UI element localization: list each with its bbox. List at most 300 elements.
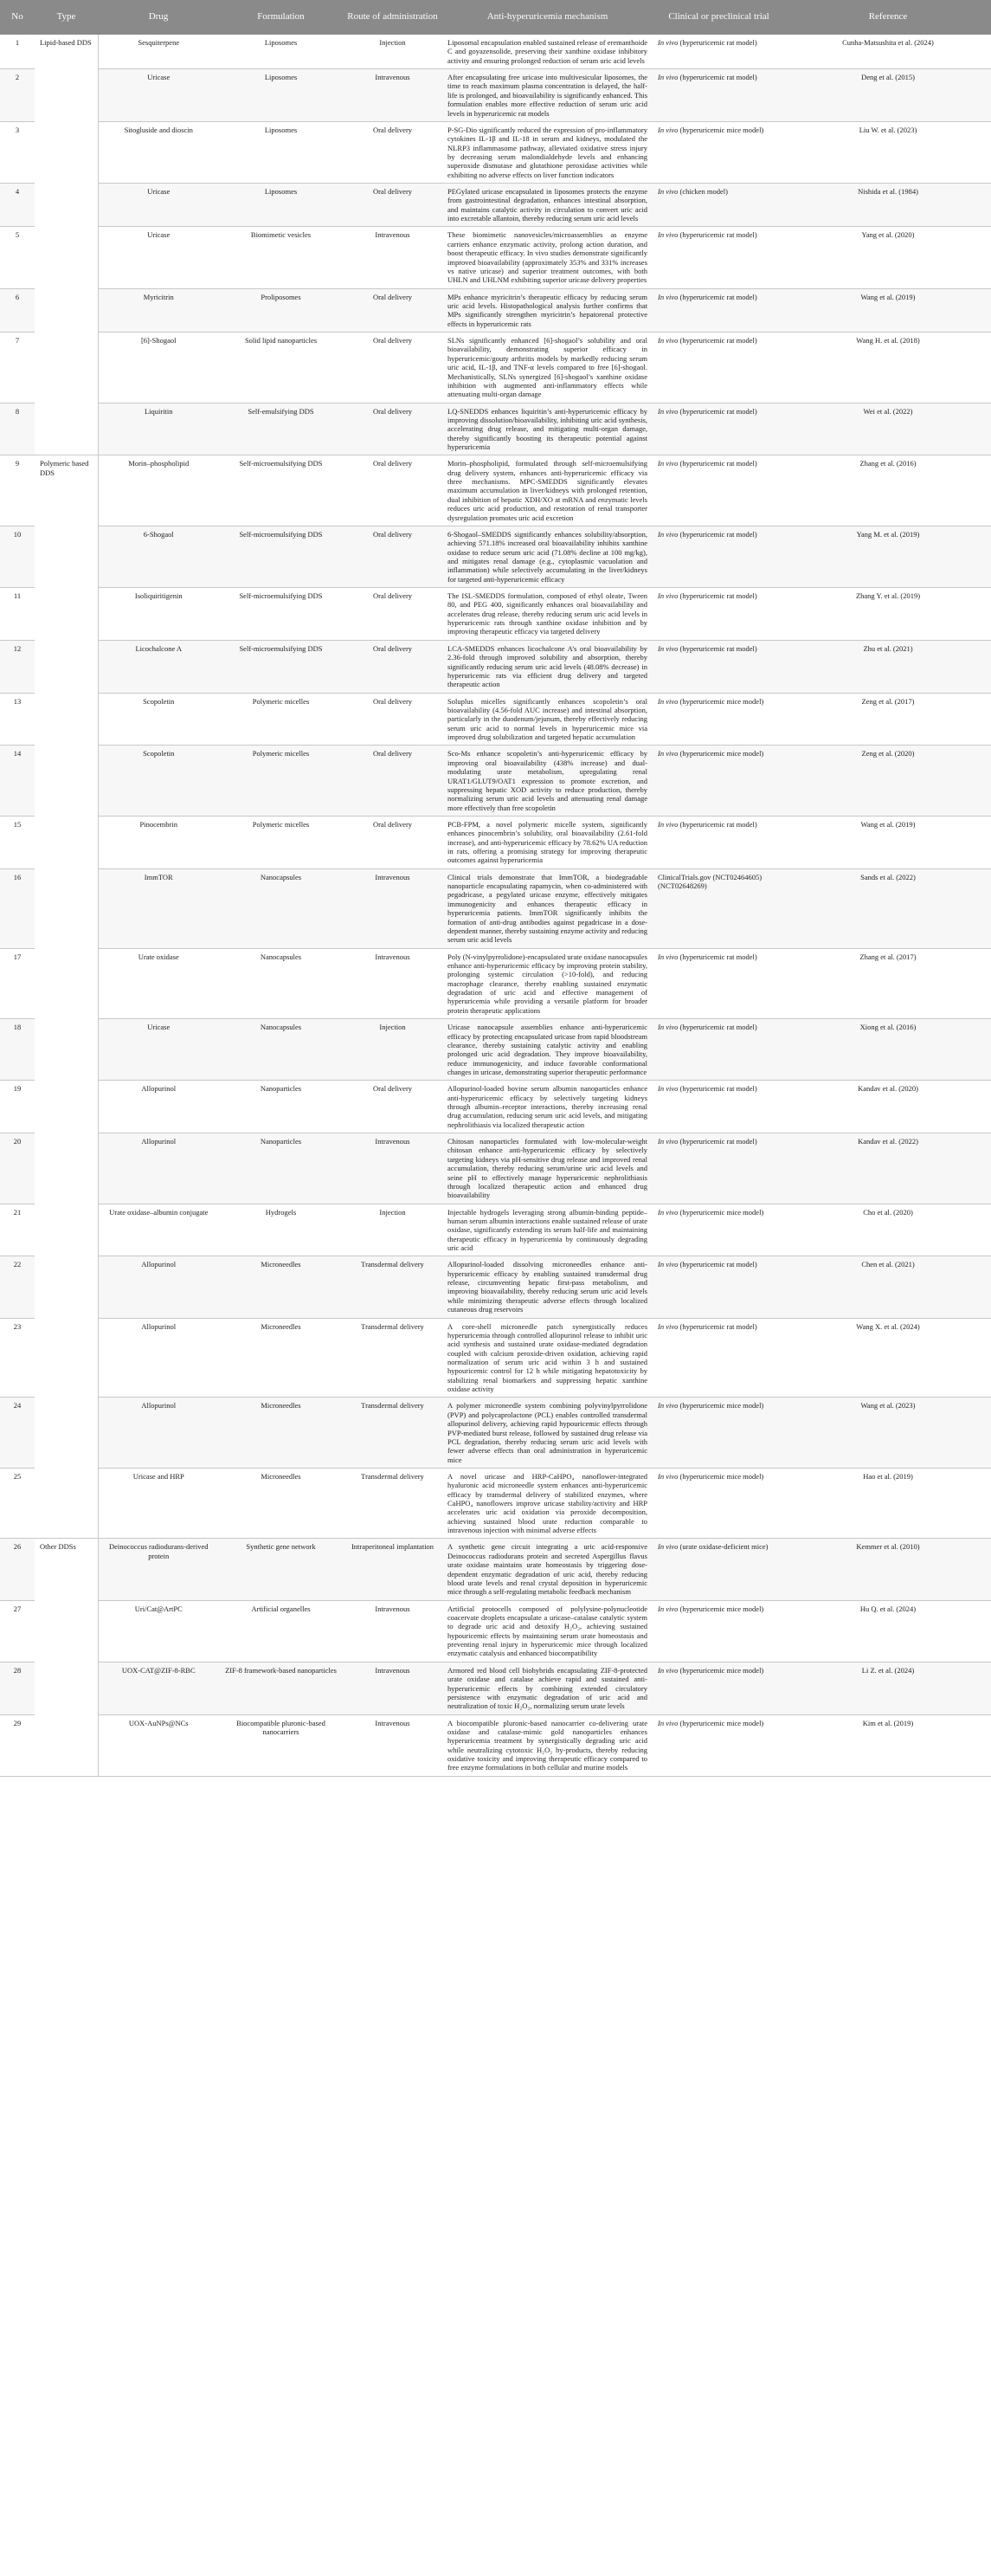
row-mechanism: Liposomal encapsulation enabled sustained release of eremanthoide C and goyazensolide, preserving their xanthine oxidase inhibitory activity and ensuring prolonged reduction of serum uric acid levels bbox=[442, 35, 653, 69]
trial-model: (hyperuricemic rat model) bbox=[678, 73, 757, 82]
row-route: Transdermal delivery bbox=[343, 1318, 442, 1398]
row-number: 8 bbox=[0, 403, 35, 455]
row-mechanism: 6-Shogaol–SMEDDS significantly enhances solubility/absorption, achieving 571.18% increased oral bioavailability inhibits xanthine oxidase to reduce serum uric acid (71.08% decline at 100 mg/kg), and mitigates renal damage (e.g., cytoplasmic vacuolation and inflammation) while selectively accumulating in the liver/kidneys for targeted anti-hyperuricemic efficacy bbox=[442, 526, 653, 587]
row-number: 24 bbox=[0, 1398, 35, 1469]
trial-model: (hyperuricemic rat model) bbox=[678, 38, 757, 47]
row-reference: Wang et al. (2023) bbox=[785, 1398, 991, 1469]
row-drug: [6]-Shogaol bbox=[98, 332, 219, 404]
trial-model: (hyperuricemic rat model) bbox=[678, 292, 757, 301]
row-reference: Deng et al. (2015) bbox=[785, 69, 991, 122]
row-trial bbox=[653, 526, 785, 587]
trial-model: (hyperuricemic rat model) bbox=[678, 1084, 757, 1094]
row-trial bbox=[653, 1019, 785, 1081]
trial-type: In vivo bbox=[658, 696, 679, 706]
row-trial bbox=[653, 1398, 785, 1469]
trial-type: In vivo bbox=[658, 1401, 679, 1411]
row-formulation: Microneedles bbox=[219, 1256, 343, 1318]
trial-model: (hyperuricemic mice model) bbox=[678, 1604, 764, 1613]
trial-type: In vivo bbox=[658, 1718, 679, 1727]
row-number: 7 bbox=[0, 332, 35, 404]
trial-type: In vivo bbox=[658, 591, 679, 601]
row-number: 26 bbox=[0, 1539, 35, 1600]
row-number: 13 bbox=[0, 693, 35, 746]
row-formulation: Self-microemulsifying DDS bbox=[219, 640, 343, 693]
trial-type: In vivo bbox=[658, 1665, 679, 1675]
row-reference: Zhang et al. (2016) bbox=[785, 455, 991, 526]
row-drug: Uricase and HRP bbox=[98, 1468, 219, 1539]
table-header bbox=[0, 0, 991, 35]
row-trial bbox=[653, 948, 785, 1019]
trial-type: In vivo bbox=[658, 749, 679, 759]
row-trial bbox=[653, 184, 785, 227]
row-mechanism: After encapsulating free uricase into multivesicular liposomes, the time to reach maximum plasma concentration is delayed, the half-life is prolonged, and bioavailability is significantly enhanced. This formulation enables more effective reduction of serum uric acid levels in hyperuricemic rat models bbox=[442, 69, 653, 122]
trial-type: In vivo bbox=[658, 1542, 679, 1552]
trial-model: (hyperuricemic rat model) bbox=[678, 643, 757, 653]
table-row bbox=[0, 693, 991, 746]
row-number: 9 bbox=[0, 455, 35, 526]
row-number: 3 bbox=[0, 121, 35, 183]
row-trial bbox=[653, 288, 785, 332]
trial-model: (hyperuricemic rat model) bbox=[678, 819, 757, 829]
header-type: Type bbox=[35, 0, 98, 35]
trial-type: In vivo bbox=[658, 1137, 679, 1146]
header-formulation: Formulation bbox=[219, 0, 343, 35]
table-row bbox=[0, 35, 991, 69]
table-row bbox=[0, 332, 991, 404]
row-route: Intraperitoneal implantation bbox=[343, 1539, 442, 1600]
row-drug: Allopurinol bbox=[98, 1081, 219, 1133]
row-drug: Scopoletin bbox=[98, 693, 219, 746]
row-formulation: Artificial organelles bbox=[219, 1600, 343, 1662]
header-trial: Clinical or preclinical trial bbox=[653, 0, 785, 35]
row-reference: Kim et al. (2019) bbox=[785, 1714, 991, 1776]
row-formulation: Nanoparticles bbox=[219, 1133, 343, 1204]
row-route: Intravenous bbox=[343, 948, 442, 1019]
row-mechanism: A core-shell microneedle patch synergistically reduces hyperuricemia through controlled allopurinol release to inhibit uric acid synthesis and sustained urate oxidase-mediated degradation coupled with calcium peroxide-driven oxidation, achieving rapid normalization of serum uric acid within 3 h and sustained hypouricemic control for 12 h while mitigating hepatotoxicity by stabilizing renal biomarkers and suppressing hepatic xanthine oxidase activity bbox=[442, 1318, 653, 1398]
row-mechanism: PCB-FPM, a novel polymeric micelle system, significantly enhances pinocembrin’s solubility, oral bioavailability (2.61-fold increase), and anti-hyperuricemic efficacy by 78.62% UA reduction in rats, offering a promising strategy for improving therapeutic outcomes against hyperuricemia bbox=[442, 816, 653, 868]
row-reference: Wang et al. (2019) bbox=[785, 816, 991, 868]
row-mechanism: A novel uricase and HRP-CaHPO₄ nanoflower-integrated hyaluronic acid microneedle system enhances anti-hyperuricemic efficacy by transdermal delivery of stabilized enzymes, where CaHPO₄ nanoflowers improve uricase stability/activity and HRP accelerates uric acid oxidation via peroxide decomposition, achieving sustained blood urate reduction comparable to intravenous injection with minimal adverse effects bbox=[442, 1468, 653, 1539]
row-trial bbox=[653, 1714, 785, 1776]
row-trial bbox=[653, 868, 785, 948]
trial-model: (chicken model) bbox=[678, 187, 728, 197]
row-number: 29 bbox=[0, 1714, 35, 1776]
row-route: Oral delivery bbox=[343, 693, 442, 746]
row-drug: Deinococcus radiodurans-derived protein bbox=[98, 1539, 219, 1600]
row-formulation: Polymeric micelles bbox=[219, 693, 343, 746]
row-drug: Uricase bbox=[98, 69, 219, 122]
row-route: Intravenous bbox=[343, 227, 442, 288]
trial-type: In vivo bbox=[658, 406, 679, 416]
row-drug: Uri/Cat@ArtPC bbox=[98, 1600, 219, 1662]
row-trial bbox=[653, 1600, 785, 1662]
row-trial bbox=[653, 640, 785, 693]
row-reference: Nishida et al. (1984) bbox=[785, 184, 991, 227]
row-formulation: Biomimetic vesicles bbox=[219, 227, 343, 288]
row-drug: Licochalcone A bbox=[98, 640, 219, 693]
table-row bbox=[0, 1398, 991, 1469]
trial-type: In vivo bbox=[658, 1471, 679, 1481]
trial-type: In vivo bbox=[658, 1023, 679, 1032]
row-trial bbox=[653, 1081, 785, 1133]
row-drug: Sitogluside and dioscin bbox=[98, 121, 219, 183]
row-route: Oral delivery bbox=[343, 403, 442, 455]
row-formulation: Liposomes bbox=[219, 184, 343, 227]
trial-model: (hyperuricemic rat model) bbox=[678, 529, 757, 539]
row-trial bbox=[653, 693, 785, 746]
table-row bbox=[0, 746, 991, 817]
header-reference: Reference bbox=[785, 0, 991, 35]
row-reference: Kandav et al. (2022) bbox=[785, 1133, 991, 1204]
header-no: No bbox=[0, 0, 35, 35]
row-number: 6 bbox=[0, 288, 35, 332]
row-route: Oral delivery bbox=[343, 640, 442, 693]
row-route: Intravenous bbox=[343, 1662, 442, 1714]
row-reference: Kandav et al. (2020) bbox=[785, 1081, 991, 1133]
trial-type: In vivo bbox=[658, 230, 679, 240]
row-route: Injection bbox=[343, 1204, 442, 1256]
table-body bbox=[0, 35, 991, 1776]
trial-type: In vivo bbox=[658, 125, 679, 134]
row-mechanism: A biocompatible pluronic-based nanocarrier co-delivering urate oxidase and catalase-mimic gold nanoparticles enhances hyperuricemia treatment by synergistically degrading uric acid while neutralizing cytotoxic H₂O₂ by-products, thereby reducing oxidative toxicity and improving therapeutic efficacy compared to free enzyme formulations in both cellular and murine models bbox=[442, 1714, 653, 1776]
row-reference: Kemmer et al. (2010) bbox=[785, 1539, 991, 1600]
row-mechanism: A synthetic gene circuit integrating a uric acid-responsive Deinococcus radiodurans protein and secreted Aspergillus flavus urate oxidase maintains urate homeostasis by triggering dose-dependent enzymatic degradation of uric acid, thereby reducing blood urate levels and renal crystal deposition in hyperuricemic mice through a self-regulating metabolic feedback mechanism bbox=[442, 1539, 653, 1600]
row-trial bbox=[653, 816, 785, 868]
row-trial bbox=[653, 332, 785, 404]
row-reference: Cho et al. (2020) bbox=[785, 1204, 991, 1256]
row-drug: Pinocembrin bbox=[98, 816, 219, 868]
row-mechanism: Soluplus micelles significantly enhances scopoletin’s oral bioavailability (4.56-fold AUC increase) and intestinal absorption, particularly in the duodenum/jejunum, thereby effectively reducing serum uric acid to normal levels in hyperuricemic mice via improved drug solubilization and targeted hepatic accumulation bbox=[442, 693, 653, 746]
trial-type: In vivo bbox=[658, 529, 679, 539]
row-reference: Zhang Y. et al. (2019) bbox=[785, 588, 991, 641]
row-route: Transdermal delivery bbox=[343, 1468, 442, 1539]
row-drug: Uricase bbox=[98, 184, 219, 227]
table-row bbox=[0, 288, 991, 332]
row-trial bbox=[653, 121, 785, 183]
table-row bbox=[0, 640, 991, 693]
row-route: Oral delivery bbox=[343, 1081, 442, 1133]
row-mechanism: Artificial protocells composed of polylysine-polynucleotide coacervate droplets encapsulate a uricase–catalase catalytic system to degrade uric acid and detoxify H₂O₂, achieving sustained hypouricemic effects by maintaining serum urate homeostasis and preventing renal injury in hyperuricemic mice through localized enzymatic catalysis and enhanced biocompatibility bbox=[442, 1600, 653, 1662]
row-reference: Wang et al. (2019) bbox=[785, 288, 991, 332]
row-drug: Morin–phospholipid bbox=[98, 455, 219, 526]
row-number: 12 bbox=[0, 640, 35, 693]
trial-type: In vivo bbox=[658, 187, 679, 197]
row-route: Oral delivery bbox=[343, 121, 442, 183]
row-reference: Zhu et al. (2021) bbox=[785, 640, 991, 693]
row-reference: Hao et al. (2019) bbox=[785, 1468, 991, 1539]
table-row bbox=[0, 1714, 991, 1776]
row-route: Intravenous bbox=[343, 868, 442, 948]
trial-model: (hyperuricemic rat model) bbox=[678, 406, 757, 416]
row-route: Oral delivery bbox=[343, 746, 442, 817]
trial-type: In vivo bbox=[658, 643, 679, 653]
row-route: Transdermal delivery bbox=[343, 1398, 442, 1469]
row-mechanism: SLNs significantly enhanced [6]-shogaol’s solubility and oral bioavailability, demonstrating superior efficacy in hyperuricemic/gouty arthritis models by markedly reducing serum uric acid, IL-1β, and TNF-α levels compared to free [6]-shogaol. Mechanistically, SLNs synergized [6]-shogaol’s xanthine oxidase inhibition with augmented anti-inflammatory effects while attenuating multi-organ damage bbox=[442, 332, 653, 404]
row-reference: Liu W. et al. (2023) bbox=[785, 121, 991, 183]
table-row bbox=[0, 1204, 991, 1256]
row-trial bbox=[653, 35, 785, 69]
row-drug: 6-Shogaol bbox=[98, 526, 219, 587]
trial-type: In vivo bbox=[658, 1084, 679, 1094]
row-formulation: Biocompatible pluronic-based nanocarriers bbox=[219, 1714, 343, 1776]
row-reference: Hu Q. et al. (2024) bbox=[785, 1600, 991, 1662]
row-trial bbox=[653, 455, 785, 526]
row-route: Oral delivery bbox=[343, 184, 442, 227]
row-drug: Uricase bbox=[98, 1019, 219, 1081]
trial-type: In vivo bbox=[658, 73, 679, 82]
row-mechanism: The ISL-SMEDDS formulation, composed of ethyl oleate, Tween 80, and PEG 400, significantly enhances oral bioavailability and accelerates drug release, thereby reducing serum uric acid levels in hyperuricemic rats through xanthine oxidase inhibition and by improving therapeutic efficacy via targeted delivery bbox=[442, 588, 653, 641]
table-row bbox=[0, 948, 991, 1019]
row-drug: Sesquiterpene bbox=[98, 35, 219, 69]
header-mechanism: Anti-hyperuricemia mechanism bbox=[442, 0, 653, 35]
row-number: 15 bbox=[0, 816, 35, 868]
row-number: 17 bbox=[0, 948, 35, 1019]
table-row bbox=[0, 1019, 991, 1081]
row-number: 10 bbox=[0, 526, 35, 587]
dds-type: Polymeric based DDS bbox=[35, 455, 98, 1539]
row-formulation: Microneedles bbox=[219, 1468, 343, 1539]
row-trial bbox=[653, 1256, 785, 1318]
row-mechanism: These biomimetic nanovesicles/microassemblies as enzyme carriers enhance enzymatic activity, prolong action duration, and boost therapeutic efficacy. In vivo studies demonstrate significantly improved bioavailability (approximately 353% and 331% increases vs native uricase) and superior treatment outcomes, with both UHLN and UHLNM exhibiting superior uricase delivery properties bbox=[442, 227, 653, 288]
trial-model: (hyperuricemic rat model) bbox=[678, 1137, 757, 1146]
row-mechanism: Poly (N-vinylpyrrolidone)-encapsulated urate oxidase nanocapsules enhance anti-hyperuricemic efficacy by improving protein stability, prolonging systemic circulation (>10-fold), and reducing macrophage clearance, thereby enabling sustained enzymatic degradation of uric acid and effective management of hyperuricemia while providing a versatile platform for broader protein therapeutic applications bbox=[442, 948, 653, 1019]
row-reference: Wei et al. (2022) bbox=[785, 403, 991, 455]
trial-model: (hyperuricemic rat model) bbox=[678, 1260, 757, 1269]
trial-model: (hyperuricemic mice model) bbox=[678, 1471, 764, 1481]
table-row bbox=[0, 1133, 991, 1204]
trial-model: (hyperuricemic mice model) bbox=[678, 1665, 764, 1675]
trial-type: In vivo bbox=[658, 1260, 679, 1269]
row-route: Transdermal delivery bbox=[343, 1256, 442, 1318]
row-number: 25 bbox=[0, 1468, 35, 1539]
table-row bbox=[0, 1256, 991, 1318]
row-trial bbox=[653, 746, 785, 817]
row-trial bbox=[653, 1539, 785, 1600]
trial-model: (hyperuricemic mice model) bbox=[678, 1207, 764, 1217]
row-formulation: Solid lipid nanoparticles bbox=[219, 332, 343, 404]
row-number: 11 bbox=[0, 588, 35, 641]
table-row bbox=[0, 1081, 991, 1133]
table-row bbox=[0, 1662, 991, 1714]
row-mechanism: PEGylated uricase encapsulated in liposomes protects the enzyme from gastrointestinal degradation, enhances intestinal absorption, and maintains catalytic activity in circulation to convert uric acid into excretable allantoin, thereby reducing serum uric acid levels bbox=[442, 184, 653, 227]
row-mechanism: P-SG-Dio significantly reduced the expression of pro-inflammatory cytokines IL-1β and IL-18 in serum and kidneys, modulated the NLRP3 inflammasome pathway, alleviated oxidative stress injury by decreasing serum malondialdehyde levels and enhancing superoxide dismutase and glutathione peroxidase activities while exhibiting no adverse effects on liver function indicators bbox=[442, 121, 653, 183]
table-row bbox=[0, 588, 991, 641]
trial-model: (hyperuricemic mice model) bbox=[678, 749, 764, 759]
row-formulation: Microneedles bbox=[219, 1318, 343, 1398]
row-formulation: Self-microemulsifying DDS bbox=[219, 455, 343, 526]
row-route: Oral delivery bbox=[343, 816, 442, 868]
row-number: 28 bbox=[0, 1662, 35, 1714]
row-reference: Wang X. et al. (2024) bbox=[785, 1318, 991, 1398]
row-trial bbox=[653, 403, 785, 455]
row-mechanism: Chitosan nanoparticles formulated with low-molecular-weight chitosan enhance anti-hyperuricemic efficacy by selectively targeting kidneys via pH-sensitive drug release and improved renal accumulation, thereby reducing serum/urine uric acid levels and seine pH to effectively manage hyperuricemic nephrolithiasis through localized therapeutic action and enhanced drug bioavailability bbox=[442, 1133, 653, 1204]
trial-model: (hyperuricemic rat model) bbox=[678, 1321, 757, 1331]
row-mechanism: Armored red blood cell biohybrids encapsulating ZIF-8-protected urate oxidase and catalase achieve rapid and sustained anti-hyperuricemic effects by combining extended circulatory persistence with enzymatic degradation of uric acid and neutralization of toxic H₂O₂, normalizing serum urate levels bbox=[442, 1662, 653, 1714]
table-row bbox=[0, 816, 991, 868]
dds-type: Other DDSs bbox=[35, 1539, 98, 1776]
row-route: Injection bbox=[343, 1019, 442, 1081]
trial-type: In vivo bbox=[658, 819, 679, 829]
dds-type: Lipid-based DDS bbox=[35, 35, 98, 455]
row-formulation: Nanoparticles bbox=[219, 1081, 343, 1133]
row-route: Oral delivery bbox=[343, 588, 442, 641]
trial-model: (hyperuricemic mice model) bbox=[678, 125, 764, 134]
row-formulation: Liposomes bbox=[219, 69, 343, 122]
row-formulation: Polymeric micelles bbox=[219, 746, 343, 817]
table-row bbox=[0, 121, 991, 183]
row-formulation: Nanocapsules bbox=[219, 948, 343, 1019]
row-mechanism: LQ-SNEDDS enhances liquiritin’s anti-hyperuricemic efficacy by improving dissolution/bioavailability, inhibiting uric acid synthesis, accelerating drug release, and mitigating multi-organ damage, thereby significantly boosting its therapeutic potential against hyperuricemia bbox=[442, 403, 653, 455]
row-route: Oral delivery bbox=[343, 455, 442, 526]
row-trial bbox=[653, 1133, 785, 1204]
trial-model: (hyperuricemic mice model) bbox=[678, 1718, 764, 1727]
row-number: 21 bbox=[0, 1204, 35, 1256]
row-route: Oral delivery bbox=[343, 288, 442, 332]
row-drug: Allopurinol bbox=[98, 1133, 219, 1204]
row-number: 23 bbox=[0, 1318, 35, 1398]
table-row bbox=[0, 184, 991, 227]
trial-model: (hyperuricemic rat model) bbox=[678, 591, 757, 601]
row-drug: Myricitrin bbox=[98, 288, 219, 332]
header-route: Route of administration bbox=[343, 0, 442, 35]
row-reference: Sands et al. (2022) bbox=[785, 868, 991, 948]
trial-type: In vivo bbox=[658, 336, 679, 345]
row-formulation: Nanocapsules bbox=[219, 1019, 343, 1081]
trial-model: (urate oxidase-deficient mice) bbox=[678, 1542, 769, 1552]
trial-type: In vivo bbox=[658, 1604, 679, 1613]
row-route: Intravenous bbox=[343, 1133, 442, 1204]
row-formulation: Self-emulsifying DDS bbox=[219, 403, 343, 455]
row-formulation: Synthetic gene network bbox=[219, 1539, 343, 1600]
row-trial bbox=[653, 69, 785, 122]
trial-model: (hyperuricemic rat model) bbox=[678, 230, 757, 240]
row-drug: ImmTOR bbox=[98, 868, 219, 948]
row-number: 4 bbox=[0, 184, 35, 227]
row-reference: Yang M. et al. (2019) bbox=[785, 526, 991, 587]
table-row bbox=[0, 455, 991, 526]
row-route: Intravenous bbox=[343, 1600, 442, 1662]
row-number: 14 bbox=[0, 746, 35, 817]
row-mechanism: Uricase nanocapsule assemblies enhance anti-hyperuricemic efficacy by protecting encapsulated uricase from rapid bloodstream clearance, thereby sustaining catalytic activity and enabling prolonged uric acid degradation. They improve bioavailability, reduce immunogenicity, and induce favorable conformational changes in uricase, demonstrating superior therapeutic performance bbox=[442, 1019, 653, 1081]
table-row bbox=[0, 526, 991, 587]
row-trial bbox=[653, 588, 785, 641]
row-number: 5 bbox=[0, 227, 35, 288]
row-route: Oral delivery bbox=[343, 526, 442, 587]
row-reference: Zhang et al. (2017) bbox=[785, 948, 991, 1019]
row-drug: Urate oxidase bbox=[98, 948, 219, 1019]
row-mechanism: Morin–phospholipid, formulated through self-microemulsifying drug delivery system, enhances anti-hyperuricemic efficacy via three mechanisms. MPC-SMEDDS significantly elevates maximum accumulation in liver/kidneys with prolonged retention, dual inhibition of hepatic XDH/XO at mRNA and enzymatic levels reduces uric acid production, and restoration of renal transporter dysregulation promotes uric acid excretion bbox=[442, 455, 653, 526]
row-formulation: Microneedles bbox=[219, 1398, 343, 1469]
table-row bbox=[0, 227, 991, 288]
row-mechanism: LCA-SMEDDS enhances licochalcone A’s oral bioavailability by 2.36-fold through improved solubility and absorption, thereby significantly reducing serum uric acid levels (48.08% decrease) in hyperuricemic rats via efficient drug delivery and targeted therapeutic action bbox=[442, 640, 653, 693]
row-number: 1 bbox=[0, 35, 35, 69]
table-row bbox=[0, 403, 991, 455]
row-trial bbox=[653, 1204, 785, 1256]
row-number: 27 bbox=[0, 1600, 35, 1662]
table-row bbox=[0, 868, 991, 948]
row-formulation: Polymeric micelles bbox=[219, 816, 343, 868]
row-mechanism: Allopurinol-loaded dissolving microneedles enhance anti-hyperuricemic efficacy by enabling sustained transdermal drug release, circumventing hepatic first-pass metabolism, and improving bioavailability, thereby reducing serum uric acid levels while minimizing therapeutic adverse effects through localized cutaneous drug reservoirs bbox=[442, 1256, 653, 1318]
row-drug: Allopurinol bbox=[98, 1318, 219, 1398]
row-route: Injection bbox=[343, 35, 442, 69]
row-formulation: Self-microemulsifying DDS bbox=[219, 526, 343, 587]
row-route: Intravenous bbox=[343, 69, 442, 122]
trial-type: In vivo bbox=[658, 292, 679, 301]
row-reference: Chen et al. (2021) bbox=[785, 1256, 991, 1318]
row-drug: Scopoletin bbox=[98, 746, 219, 817]
row-number: 16 bbox=[0, 868, 35, 948]
table-row bbox=[0, 69, 991, 122]
row-formulation: Hydrogels bbox=[219, 1204, 343, 1256]
row-reference: Yang et al. (2020) bbox=[785, 227, 991, 288]
row-formulation: ZIF-8 framework-based nanoparticles bbox=[219, 1662, 343, 1714]
header-drug: Drug bbox=[98, 0, 219, 35]
row-reference: Cunha-Matsushita et al. (2024) bbox=[785, 35, 991, 69]
trial-model: (hyperuricemic rat model) bbox=[678, 459, 757, 468]
row-reference: Xiong et al. (2016) bbox=[785, 1019, 991, 1081]
table-row bbox=[0, 1318, 991, 1398]
trial-type: In vivo bbox=[658, 1321, 679, 1331]
row-drug: Liquiritin bbox=[98, 403, 219, 455]
row-number: 19 bbox=[0, 1081, 35, 1133]
row-route: Oral delivery bbox=[343, 332, 442, 404]
row-number: 22 bbox=[0, 1256, 35, 1318]
row-formulation: Self-microemulsifying DDS bbox=[219, 588, 343, 641]
trial-type: In vivo bbox=[658, 1207, 679, 1217]
row-drug: UOX-CAT@ZIF-8-RBC bbox=[98, 1662, 219, 1714]
trial-model: (hyperuricemic rat model) bbox=[678, 336, 757, 345]
trial-model: (hyperuricemic mice model) bbox=[678, 1401, 764, 1411]
row-trial bbox=[653, 1318, 785, 1398]
row-trial bbox=[653, 227, 785, 288]
trial-type: In vivo bbox=[658, 952, 679, 961]
table-row bbox=[0, 1539, 991, 1600]
row-drug: UOX-AuNPs@NCs bbox=[98, 1714, 219, 1776]
table-row bbox=[0, 1600, 991, 1662]
row-reference: Zeng et al. (2020) bbox=[785, 746, 991, 817]
row-drug: Allopurinol bbox=[98, 1398, 219, 1469]
row-drug: Isoliquiritigenin bbox=[98, 588, 219, 641]
row-formulation: Proliposomes bbox=[219, 288, 343, 332]
trial-type: In vivo bbox=[658, 459, 679, 468]
row-trial bbox=[653, 1468, 785, 1539]
row-mechanism: Sco-Ms enhance scopoletin’s anti-hyperuricemic efficacy by improving oral bioavailability (438% increase) and dual-modulating urate metabolism, upregulating renal URAT1/GLUT9/OAT1 expression to promote excretion, and suppressing hepatic XOD activity to reduce production, thereby normalizing serum uric acid levels and attenuating renal damage more effectively than free scopoletin bbox=[442, 746, 653, 817]
row-number: 20 bbox=[0, 1133, 35, 1204]
row-formulation: Nanocapsules bbox=[219, 868, 343, 948]
row-drug: Urate oxidase–albumin conjugate bbox=[98, 1204, 219, 1256]
row-number: 2 bbox=[0, 69, 35, 122]
table-row bbox=[0, 1468, 991, 1539]
row-mechanism: A polymer microneedle system combining polyvinylpyrrolidone (PVP) and polycaprolactone (PCL) enables controlled transdermal allopurinol delivery, achieving rapid hypouricemic effects through PVP-mediated burst release, followed by sustained drug release via PCL degradation, thereby reducing serum uric acid levels with fewer adverse effects than oral administration in hyperuricemic mice bbox=[442, 1398, 653, 1469]
row-mechanism: Clinical trials demonstrate that ImmTOR, a biodegradable nanoparticle encapsulating rapamycin, when co-administered with pegadricase, a pegylated uricase enzyme, effectively mitigates immunogenicity and enhances therapeutic efficacy in hyperuricemia patients. ImmTOR significantly inhibits the formation of anti-drug antibodies against pegadricase in a dose-dependent manner, thereby sustaining enzyme activity and reducing serum uric acid levels bbox=[442, 868, 653, 948]
row-drug: Allopurinol bbox=[98, 1256, 219, 1318]
trial-model: (hyperuricemic mice model) bbox=[678, 696, 764, 706]
row-formulation: Liposomes bbox=[219, 35, 343, 69]
row-reference: Wang H. et al. (2018) bbox=[785, 332, 991, 404]
row-reference: Li Z. et al. (2024) bbox=[785, 1662, 991, 1714]
row-trial bbox=[653, 1662, 785, 1714]
trial-type: In vivo bbox=[658, 38, 679, 47]
row-number: 18 bbox=[0, 1019, 35, 1081]
trial-model: (hyperuricemic rat model) bbox=[678, 1023, 757, 1032]
row-drug: Uricase bbox=[98, 227, 219, 288]
trial-model: ClinicalTrials.gov (NCT02464605) (NCT02648269) bbox=[658, 872, 763, 891]
row-formulation: Liposomes bbox=[219, 121, 343, 183]
row-reference: Zeng et al. (2017) bbox=[785, 693, 991, 746]
row-mechanism: Allopurinol-loaded bovine serum albumin nanoparticles enhance anti-hyperuricemic efficacy by selectively targeting kidneys through albumin–receptor interactions, thereby increasing renal drug accumulation, reducing serum uric acid levels, and mitigating nephrolithiasis via localized therapeutic action bbox=[442, 1081, 653, 1133]
row-mechanism: Injectable hydrogels leveraging strong albumin-binding peptide–human serum albumin interactions enable sustained release of urate oxidase, significantly extending its serum half-life and maintaining therapeutic efficacy in hyperuricemia by continuously degrading uric acid bbox=[442, 1204, 653, 1256]
row-route: Intravenous bbox=[343, 1714, 442, 1776]
